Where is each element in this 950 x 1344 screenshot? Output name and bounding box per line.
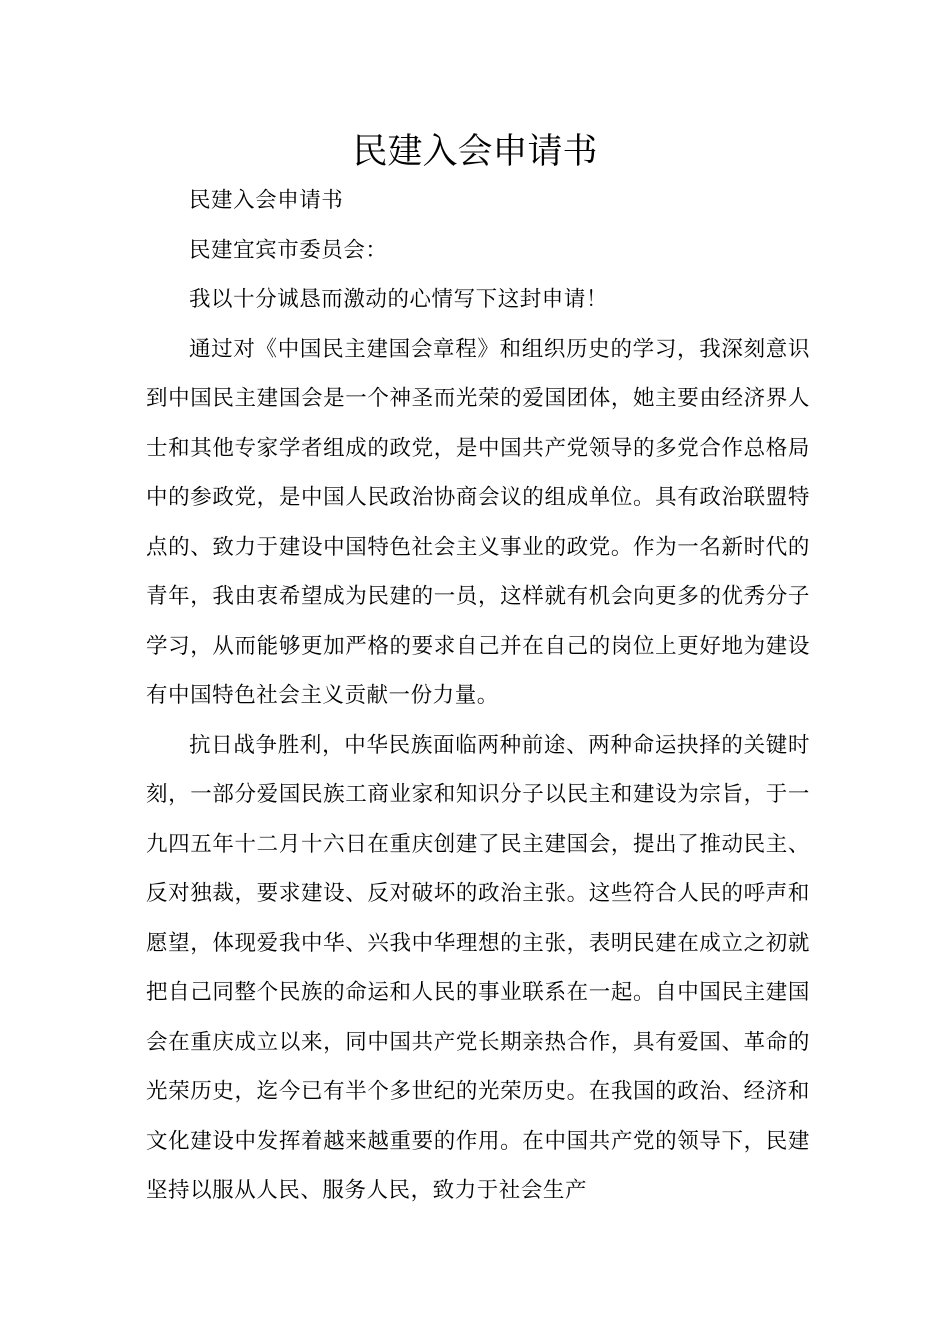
body-paragraph: 通过对《中国民主建国会章程》和组织历史的学习，我深刻意识到中国民主建国会是一个神圣而光荣的爱国团体，她主要由经济界人士和其他专家学者组成的政党，是中国共产党领导的多党合作总格局中的参政党，是中国人民政治协商会议的组成单位。具有政治联盟特点的、致力于建设中国特色社会主义事业的政党。作为一名新时代的青年，我由衷希望成为民建的一员，这样就有机会向更多的优秀分子学习，从而能够更加严格的要求自己并在自己的岗位上更好地为建设有中国特色社会主义贡献一份力量。	[146, 336, 810, 708]
body-paragraph: 抗日战争胜利，中华民族面临两种前途、两种命运抉择的关键时刻，一部分爱国民族工商业家和知识分子以民主和建设为宗旨，于一九四五年十二月十六日在重庆创建了民主建国会，提出了推动民主、反对独裁，要求建设、反对破坏的政治主张。这些符合人民的呼声和愿望，体现爱我中华、兴我中华理想的主张，表明民建在成立之初就把自己同整个民族的命运和人民的事业联系在一起。自中国民主建国会在重庆成立以来，同中国共产党长期亲热合作，具有爱国、革命的光荣历史，迄今已有半个多世纪的光荣历史。在我国的政治、经济和文化建设中发挥着越来越重要的作用。在中国共产党的领导下，民建坚持以服从人民、服务人民，致力于社会生产	[146, 732, 810, 1203]
subtitle-paragraph: 民建入会申请书	[189, 188, 344, 213]
document-title: 民建入会申请书	[352, 132, 598, 172]
document-body	[146, 176, 810, 1216]
opening-paragraph: 我以十分诚恳而激动的心情写下这封申请！	[189, 287, 608, 312]
salutation-paragraph: 民建宜宾市委员会：	[189, 237, 388, 263]
